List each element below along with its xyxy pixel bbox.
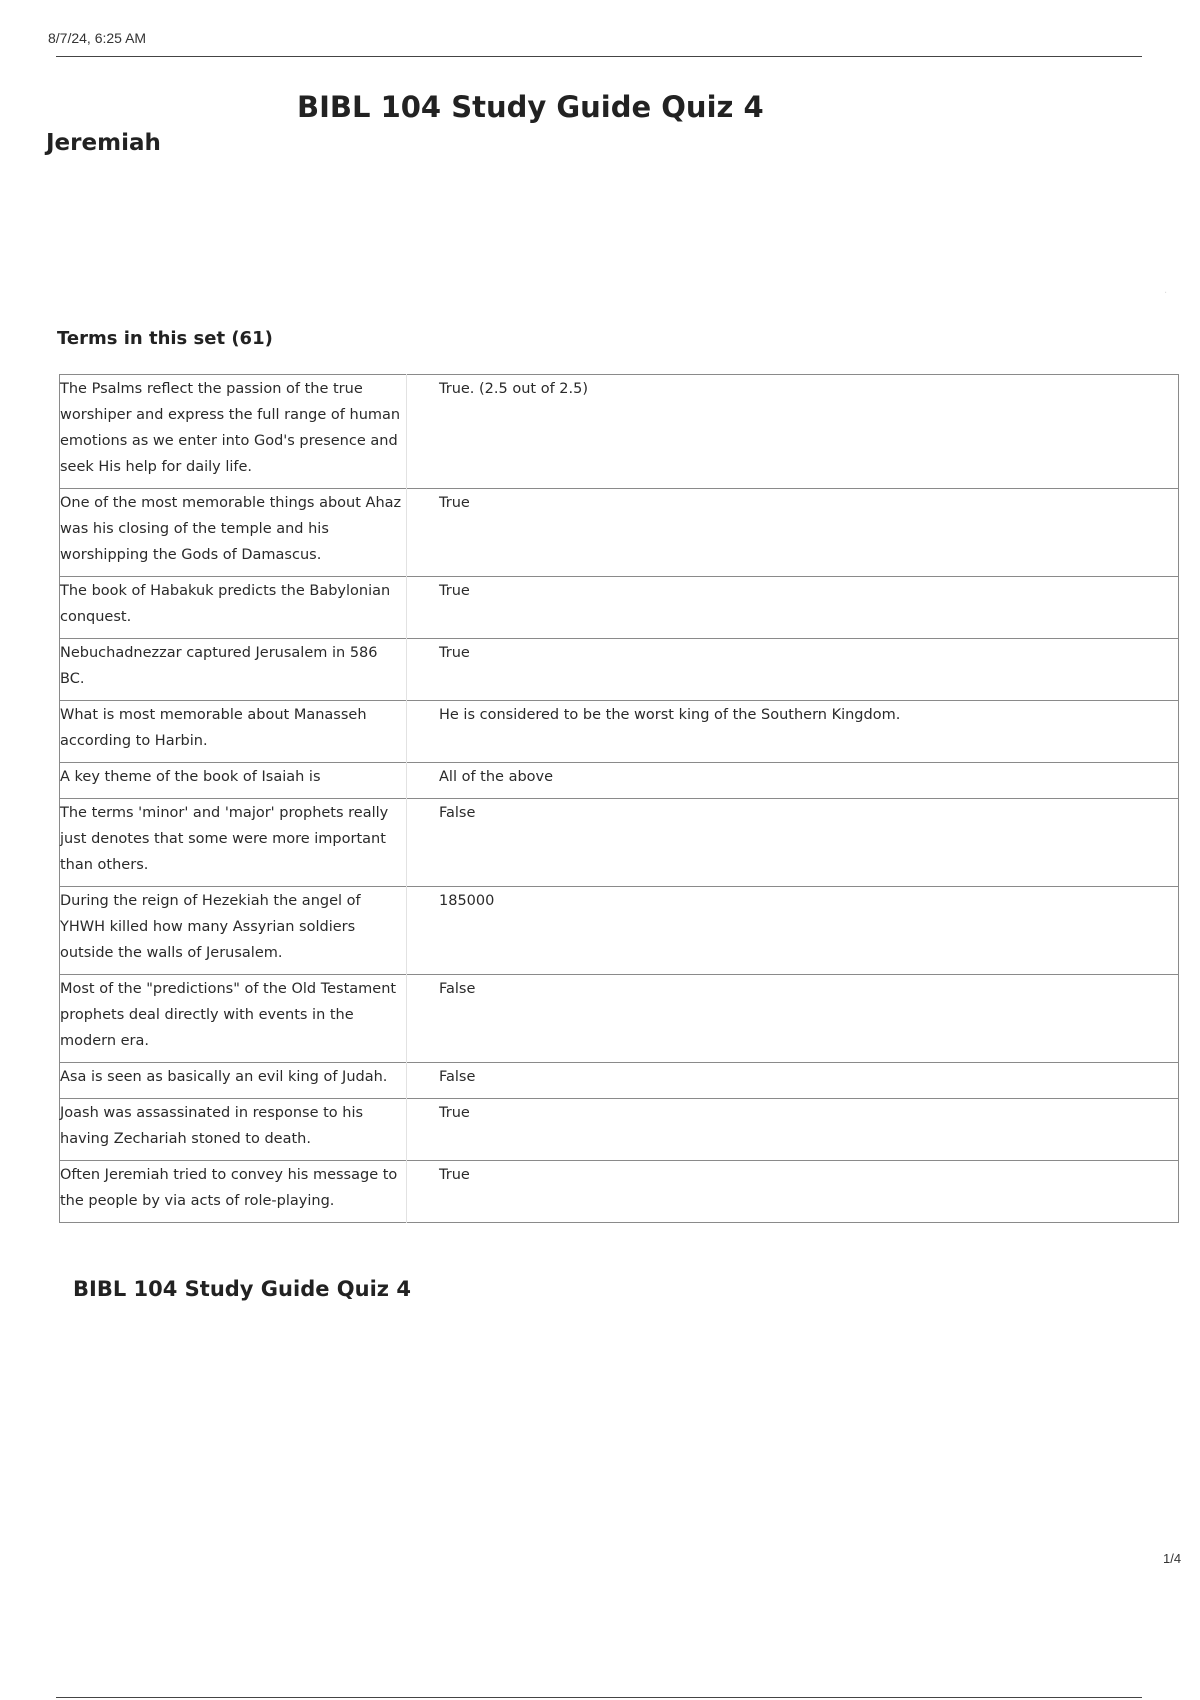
definition-text: True. (2.5 out of 2.5) [439,381,589,397]
term-row [60,799,1179,887]
definition-text: True [439,495,470,511]
terms-table-body [60,375,1179,1223]
terms-table [59,374,1179,1223]
definition-text: All of the above [439,769,554,785]
term-text: Nebuchadnezzar captured Jerusalem in 586 BC. [60,639,407,701]
term-row [60,763,1179,799]
definition-text: False [439,1069,476,1085]
term-text: During the reign of Hezekiah the angel of YHWH killed how many Assyrian soldiers outside the walls of Jerusalem. [60,887,407,975]
term-text: Most of the "predictions" of the Old Testament prophets deal directly with events in the modern era. [60,975,407,1063]
definition-text: False [439,805,476,821]
term-row [60,577,1179,639]
term-row [60,375,1179,489]
term-text: The book of Habakuk predicts the Babylonian conquest. [60,577,407,639]
term-text: Often Jeremiah tried to convey his message to the people by via acts of role-playing. [60,1161,407,1223]
footer-divider [56,1697,1142,1698]
term-text: The terms 'minor' and 'major' prophets really just denotes that some were more important than others. [60,799,407,887]
definition-text: 185000 [439,893,495,909]
term-text: Joash was assassinated in response to his having Zechariah stoned to death. [60,1099,407,1161]
term-text: The Psalms reflect the passion of the true worshiper and express the full range of human emotions as we enter into God's presence and seek His help for daily life. [60,375,407,489]
term-row [60,1161,1179,1223]
footer-title: BIBL 104 Study Guide Quiz 4 [73,1277,411,1301]
page-title: BIBL 104 Study Guide Quiz 4 [297,90,764,124]
page-number: 1/4 [1163,1551,1182,1566]
page-subtitle: Jeremiah [46,130,161,156]
term-text: A key theme of the book of Isaiah is [60,763,407,799]
definition-text: True [439,1167,470,1183]
header-divider [56,56,1142,57]
definition-text: True [439,645,470,661]
term-text: Asa is seen as basically an evil king of Judah. [60,1063,407,1099]
term-row [60,489,1179,577]
term-row [60,887,1179,975]
term-row [60,975,1179,1063]
term-row [60,701,1179,763]
term-row [60,1063,1179,1099]
term-row [60,639,1179,701]
term-row [60,1099,1179,1161]
term-text: One of the most memorable things about Ahaz was his closing of the temple and his worshipping the Gods of Damascus. [60,489,407,577]
definition-text: False [439,981,476,997]
definition-text: True [439,1105,470,1121]
terms-set-heading: Terms in this set (61) [57,328,273,349]
scan-artifact: · [1164,288,1168,299]
term-text: What is most memorable about Manasseh according to Harbin. [60,701,407,763]
definition-text: He is considered to be the worst king of the Southern Kingdom. [439,707,901,723]
definition-text: True [439,583,470,599]
print-timestamp: 8/7/24, 6:25 AM [48,30,147,46]
